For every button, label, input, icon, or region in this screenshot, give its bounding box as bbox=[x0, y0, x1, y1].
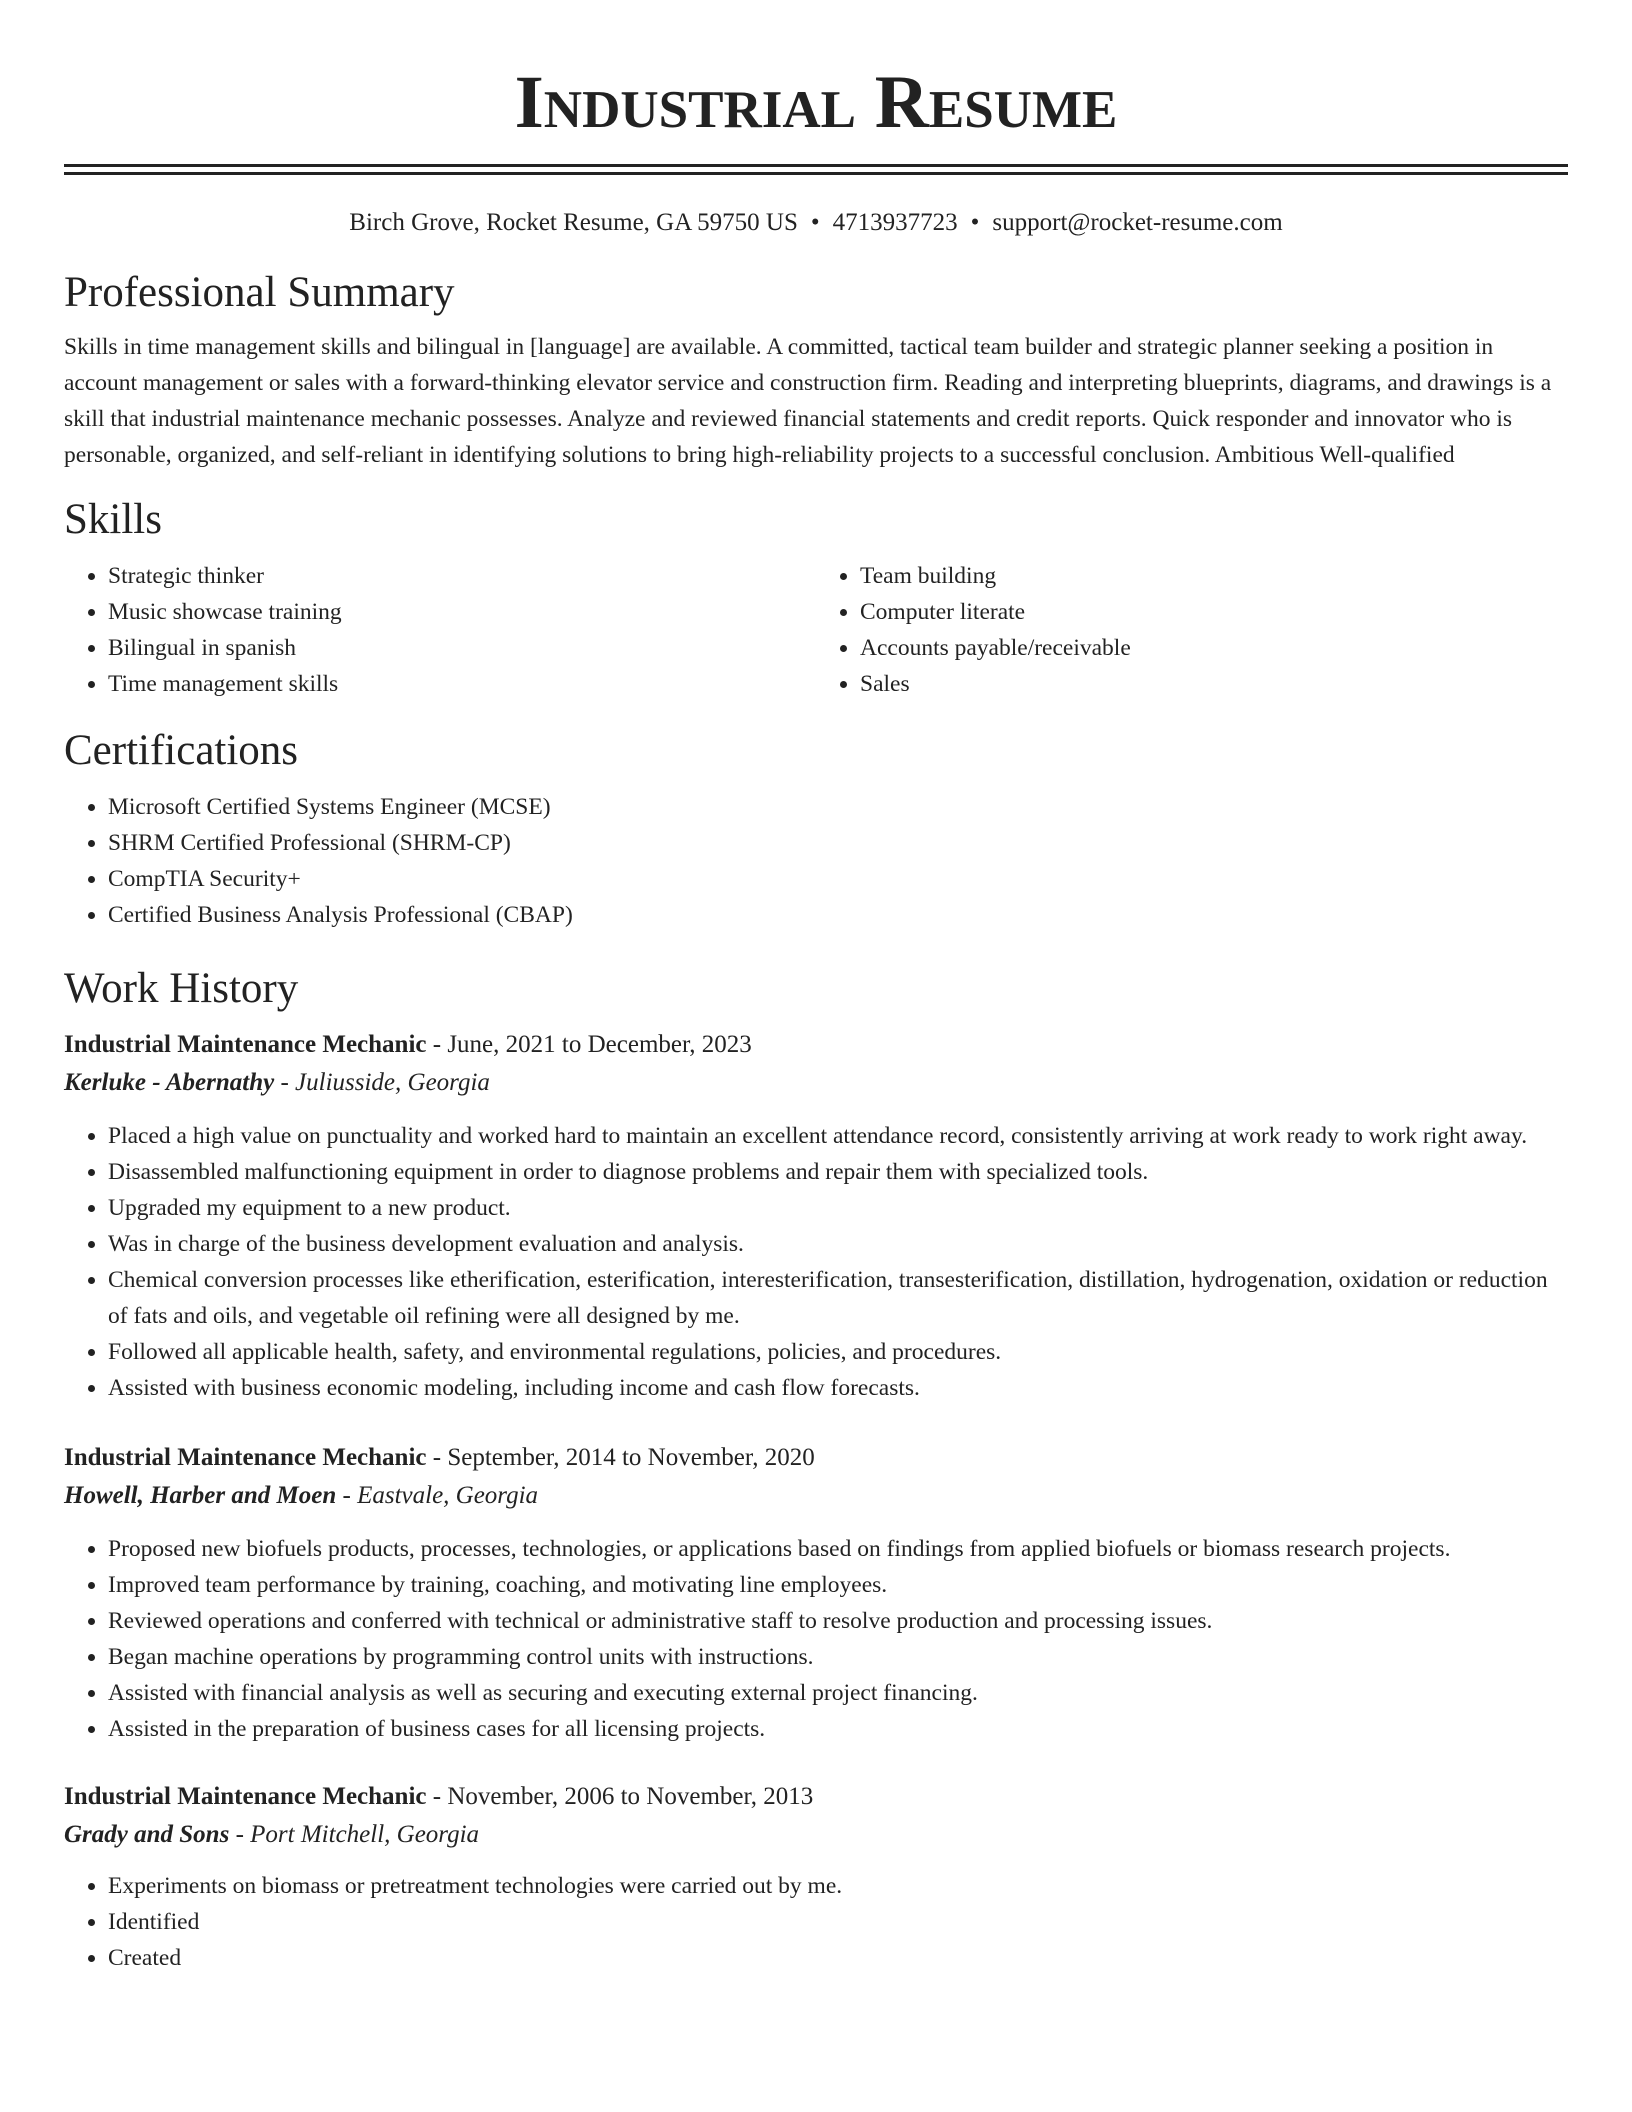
skills-column-right bbox=[816, 558, 1568, 702]
job-bullet: • Disassembled malfunctioning equipment in order to diagnose problems and repair them with specialized tools. bbox=[108, 1154, 1568, 1190]
summary-heading: Professional Summary bbox=[64, 269, 455, 316]
job-title-line bbox=[64, 1439, 1568, 1477]
contact-email: support@rocket-resume.com bbox=[992, 209, 1283, 236]
job-bullet: • Improved team performance by training, coaching, and motivating line employees. bbox=[108, 1567, 1568, 1603]
skill-item: • Music showcase training bbox=[108, 594, 816, 630]
job-dates: - September, 2014 to November, 2020 bbox=[432, 1444, 815, 1471]
job-bullet: • Proposed new biofuels products, processes, technologies, or applications based on findings from applied biofuels or biomass research projects. bbox=[108, 1531, 1568, 1567]
contact-separator: • bbox=[970, 209, 980, 236]
certification-item: • Microsoft Certified Systems Engineer (MCSE) bbox=[108, 789, 1568, 825]
job-entry bbox=[64, 1439, 1568, 1747]
certification-item: • SHRM Certified Professional (SHRM-CP) bbox=[108, 825, 1568, 861]
job-title-line bbox=[64, 1026, 1568, 1064]
contact-separator: • bbox=[810, 209, 820, 236]
job-bullet: • Assisted with financial analysis as well as securing and executing external project financing. bbox=[108, 1675, 1568, 1711]
job-title: Industrial Maintenance Mechanic bbox=[64, 1444, 427, 1471]
skill-item: • Time management skills bbox=[108, 666, 816, 702]
job-bullet: • Assisted in the preparation of business cases for all licensing projects. bbox=[108, 1711, 1568, 1747]
resume-title: Industrial Resume bbox=[514, 61, 1118, 144]
job-title-line bbox=[64, 1778, 1568, 1816]
job-bullet: • Began machine operations by programming control units with instructions. bbox=[108, 1639, 1568, 1675]
job-bullets bbox=[64, 1531, 1568, 1747]
skills-column-left bbox=[64, 558, 816, 702]
skill-item: • Bilingual in spanish bbox=[108, 630, 816, 666]
job-location: - Port Mitchell, Georgia bbox=[235, 1821, 480, 1848]
certifications-heading: Certifications bbox=[64, 727, 299, 774]
job-company-line bbox=[64, 1816, 1568, 1854]
job-bullet: • Created bbox=[108, 1940, 1568, 1976]
job-company-line bbox=[64, 1477, 1568, 1515]
job-location: - Juliusside, Georgia bbox=[280, 1069, 490, 1096]
job-bullet: • Placed a high value on punctuality and worked hard to maintain an excellent attendance record, consistently arriving at work ready to work right away. bbox=[108, 1118, 1568, 1154]
contact-line bbox=[64, 207, 1568, 239]
job-bullet: • Was in charge of the business development evaluation and analysis. bbox=[108, 1226, 1568, 1262]
summary-text: Skills in time management skills and bilingual in [language] are available. A committed, tactical team builder and strategic planner seeking a position in account management or sales with a forward-thinking elevator service and construction firm. Reading and interpreting blueprints, diagrams, and drawings is a skill that industrial maintenance mechanic possesses. Analyze and reviewed financial statements and credit reports. Quick responder and innovator who is personable, organized, and self-reliant in identifying solutions to bring high-reliability projects to a successful conclusion. Ambitious Well-qualified bbox=[64, 334, 1552, 468]
certification-item: • CompTIA Security+ bbox=[108, 861, 1568, 897]
contact-phone: 4713937723 bbox=[832, 209, 958, 236]
job-bullet: • Experiments on biomass or pretreatment technologies were carried out by me. bbox=[108, 1868, 1568, 1904]
skills-list bbox=[64, 558, 1568, 702]
skill-item: • Strategic thinker bbox=[108, 558, 816, 594]
job-location: - Eastvale, Georgia bbox=[342, 1482, 539, 1509]
job-company: Kerluke - Abernathy bbox=[64, 1069, 275, 1096]
skills-heading: Skills bbox=[64, 496, 162, 543]
job-bullet: • Chemical conversion processes like etherification, esterification, interesterification, transesterification, distillation, hydrogenation, oxidation or reduction of fats and oils, and vegetable oil refining were all designed by me. bbox=[108, 1262, 1568, 1334]
job-entry bbox=[64, 1778, 1568, 1976]
job-dates: - June, 2021 to December, 2023 bbox=[432, 1031, 752, 1058]
job-bullets bbox=[64, 1118, 1568, 1406]
job-company: Howell, Harber and Moen bbox=[64, 1482, 337, 1509]
job-title: Industrial Maintenance Mechanic bbox=[64, 1031, 427, 1058]
skill-item: • Sales bbox=[860, 666, 1568, 702]
job-title: Industrial Maintenance Mechanic bbox=[64, 1783, 427, 1810]
job-bullet: • Reviewed operations and conferred with technical or administrative staff to resolve production and processing issues. bbox=[108, 1603, 1568, 1639]
skill-item: • Accounts payable/receivable bbox=[860, 630, 1568, 666]
job-bullet: • Assisted with business economic modeling, including income and cash flow forecasts. bbox=[108, 1370, 1568, 1406]
job-company-line bbox=[64, 1064, 1568, 1102]
contact-address: Birch Grove, Rocket Resume, GA 59750 US bbox=[349, 209, 798, 236]
job-bullet: • Upgraded my equipment to a new product. bbox=[108, 1190, 1568, 1226]
job-bullet: • Followed all applicable health, safety, and environmental regulations, policies, and procedures. bbox=[108, 1334, 1568, 1370]
certifications-list bbox=[64, 789, 1568, 933]
job-bullet: • Identified bbox=[108, 1904, 1568, 1940]
title-double-rule bbox=[64, 164, 1568, 175]
skill-item: • Computer literate bbox=[860, 594, 1568, 630]
skill-item: • Team building bbox=[860, 558, 1568, 594]
work-history-heading: Work History bbox=[64, 965, 299, 1012]
job-entry bbox=[64, 1026, 1568, 1406]
job-dates: - November, 2006 to November, 2013 bbox=[432, 1783, 814, 1810]
job-company: Grady and Sons bbox=[64, 1821, 230, 1848]
job-bullets bbox=[64, 1868, 1568, 1976]
certification-item: • Certified Business Analysis Professional (CBAP) bbox=[108, 897, 1568, 933]
